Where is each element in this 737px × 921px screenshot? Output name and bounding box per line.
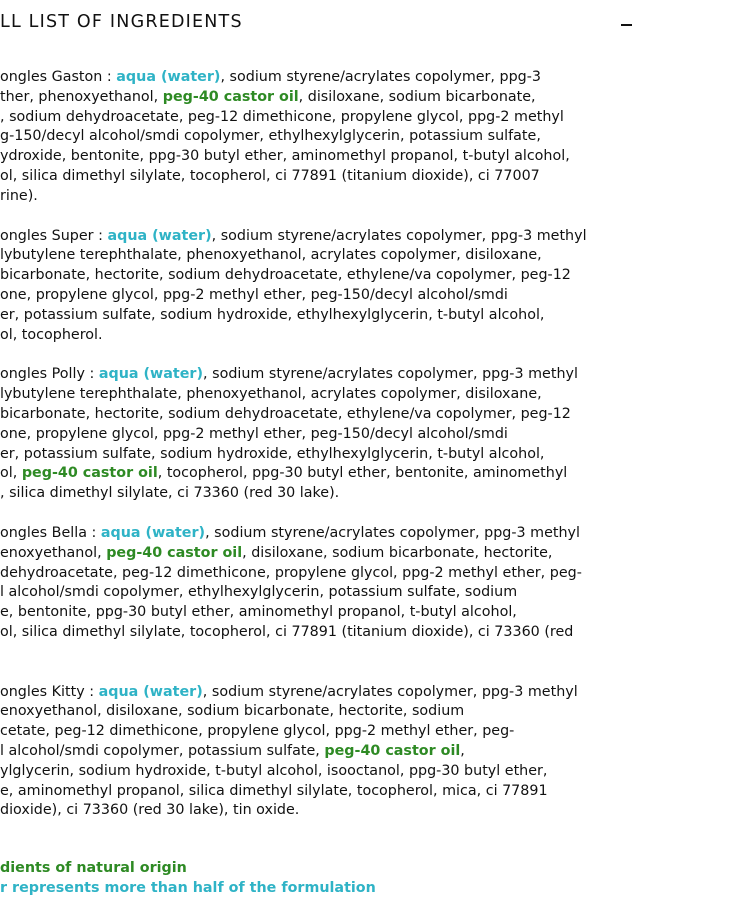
ingredient-line (0, 365, 737, 385)
ingredient-line (0, 246, 737, 266)
ingredient-text: , disiloxane, sodium bicarbonate, hectorite, (242, 544, 553, 561)
ingredient-line (0, 742, 737, 762)
ingredient-text: ol, tocopherol. (0, 326, 103, 343)
ingredient-line (0, 762, 737, 782)
ingredient-text: ongles Polly : (0, 366, 99, 383)
ingredient-text: , disiloxane, sodium bicarbonate, (298, 88, 536, 105)
ingredient-text: lybutylene terephthalate, phenoxyethanol, acrylates copolymer, disiloxane, (0, 247, 542, 264)
ingredient-line (0, 227, 737, 247)
ingredient-text: ongles Super : (0, 227, 108, 244)
natural-ingredient: peg-40 castor oil (106, 544, 243, 561)
ingredient-text: one, propylene glycol, ppg-2 methyl ether, peg-150/decyl alcohol/smdi (0, 425, 508, 442)
water-ingredient: aqua (water) (98, 366, 204, 383)
ingredient-text: , sodium dehydroacetate, peg-12 dimethicone, propylene glycol, ppg-2 methyl (0, 108, 564, 125)
ingredient-text: ol, (0, 465, 22, 482)
ingredient-text: , sodium styrene/acrylates copolymer, ppg-3 methyl (205, 524, 580, 541)
ingredient-text: er, potassium sulfate, sodium hydroxide, ethylhexylglycerin, t-butyl alcohol, (0, 445, 545, 462)
section-title: LL LIST OF INGREDIENTS (0, 12, 243, 32)
ingredient-line (0, 583, 737, 603)
ingredient-text: rine). (0, 187, 38, 204)
ingredient-text: enoxyethanol, (0, 544, 107, 561)
ingredient-text: l alcohol/smdi copolymer, potassium sulfate, (0, 742, 325, 759)
ingredient-text: e, bentonite, ppg-30 butyl ether, aminomethyl propanol, t-butyl alcohol, (0, 604, 517, 621)
ingredient-line (0, 722, 737, 742)
ingredient-line (0, 683, 737, 703)
ingredient-line (0, 782, 737, 802)
ingredient-line (0, 564, 737, 584)
ingredient-line (0, 187, 737, 207)
ingredient-line (0, 702, 737, 722)
ingredient-text: , sodium styrene/acrylates copolymer, ppg-3 methyl (203, 366, 578, 383)
ingredient-text: e, aminomethyl propanol, silica dimethyl silylate, tocopherol, mica, ci 77891 (0, 782, 548, 799)
ingredient-text: enoxyethanol, disiloxane, sodium bicarbonate, hectorite, sodium (0, 703, 465, 720)
product-ingredients (0, 365, 737, 504)
ingredient-text: cetate, peg-12 dimethicone, propylene glycol, ppg-2 methyl ether, peg- (0, 723, 515, 740)
ingredient-text: , sodium styrene/acrylates copolymer, ppg-3 methyl (202, 683, 578, 700)
ingredient-text: ol, silica dimethyl silylate, tocopherol, ci 77891 (titanium dioxide), ci 73360 (red (0, 623, 574, 640)
ingredient-text: , (460, 742, 465, 759)
ingredient-text: g-150/decyl alcohol/smdi copolymer, ethylhexylglycerin, potassium sulfate, (0, 128, 541, 145)
ingredient-line (0, 464, 737, 484)
ingredient-line (0, 385, 737, 405)
ingredient-line (0, 524, 737, 544)
ingredient-line (0, 801, 737, 821)
ingredient-text: ongles Bella : (0, 524, 101, 541)
natural-ingredient: peg-40 castor oil (21, 465, 158, 482)
ingredient-line (0, 603, 737, 623)
product-ingredients (0, 524, 737, 663)
ingredient-text: ylglycerin, sodium hydroxide, t-butyl alcohol, isooctanol, ppg-30 butyl ether, (0, 762, 548, 779)
legend-water-note: r represents more than half of the formulation (0, 879, 376, 896)
ingredient-text: lybutylene terephthalate, phenoxyethanol, acrylates copolymer, disiloxane, (0, 386, 542, 403)
ingredient-line (0, 445, 737, 465)
ingredient-line (0, 623, 737, 643)
product-ingredients (0, 683, 737, 822)
ingredient-line (0, 88, 737, 108)
ingredient-line (0, 544, 737, 564)
ingredient-text: er, potassium sulfate, sodium hydroxide, ethylhexylglycerin, t-butyl alcohol, (0, 306, 545, 323)
ingredient-text: ongles Kitty : (0, 683, 99, 700)
ingredient-line (0, 68, 737, 88)
product-ingredients (0, 68, 737, 207)
ingredient-text: ongles Gaston : (0, 69, 117, 85)
ingredient-line (0, 425, 737, 445)
ingredient-text: dehydroacetate, peg-12 dimethicone, propylene glycol, ppg-2 methyl ether, peg- (0, 564, 582, 581)
natural-ingredient: peg-40 castor oil (162, 88, 299, 105)
natural-ingredient: peg-40 castor oil (324, 742, 461, 759)
product-ingredients (0, 227, 737, 346)
ingredient-text: , sodium styrene/acrylates copolymer, ppg-3 methyl (211, 227, 587, 244)
ingredient-text: dioxide), ci 73360 (red 30 lake), tin oxide. (0, 802, 300, 819)
ingredient-list (0, 68, 737, 841)
ingredient-line (0, 127, 737, 147)
ingredient-text: ol, silica dimethyl silylate, tocopherol, ci 77891 (titanium dioxide), ci 77007 (0, 167, 540, 184)
ingredient-line (0, 484, 737, 504)
ingredients-header[interactable] (0, 0, 737, 48)
ingredient-text: bicarbonate, hectorite, sodium dehydroacetate, ethylene/va copolymer, peg-12 (0, 267, 571, 284)
ingredient-text: ther, phenoxyethanol, (0, 88, 163, 105)
ingredient-line (0, 286, 737, 306)
ingredient-text: , tocopherol, ppg-30 butyl ether, bentonite, aminomethyl (157, 465, 568, 482)
ingredient-line (0, 108, 737, 128)
legend (0, 859, 376, 899)
water-ingredient: aqua (water) (98, 683, 203, 700)
water-ingredient: aqua (water) (107, 227, 212, 244)
ingredient-text: l alcohol/smdi copolymer, ethylhexylglycerin, potassium sulfate, sodium (0, 584, 518, 601)
ingredient-text: , silica dimethyl silylate, ci 73360 (red 30 lake). (0, 485, 340, 502)
ingredient-line (0, 306, 737, 326)
legend-natural-origin: dients of natural origin (0, 860, 187, 876)
water-ingredient: aqua (water) (100, 524, 206, 541)
ingredient-line (0, 167, 737, 187)
ingredient-text: one, propylene glycol, ppg-2 methyl ether, peg-150/decyl alcohol/smdi (0, 286, 508, 303)
ingredient-text: bicarbonate, hectorite, sodium dehydroacetate, ethylene/va copolymer, peg-12 (0, 405, 571, 422)
ingredient-line (0, 643, 737, 663)
ingredient-text: , sodium styrene/acrylates copolymer, ppg-3 (220, 69, 542, 85)
ingredient-text: ydroxide, bentonite, ppg-30 butyl ether, aminomethyl propanol, t-butyl alcohol, (0, 148, 570, 165)
water-ingredient: aqua (water) (116, 69, 221, 85)
collapse-minus-icon[interactable] (619, 14, 635, 34)
ingredient-line (0, 266, 737, 286)
ingredient-line (0, 147, 737, 167)
ingredient-line (0, 405, 737, 425)
ingredient-line (0, 326, 737, 346)
